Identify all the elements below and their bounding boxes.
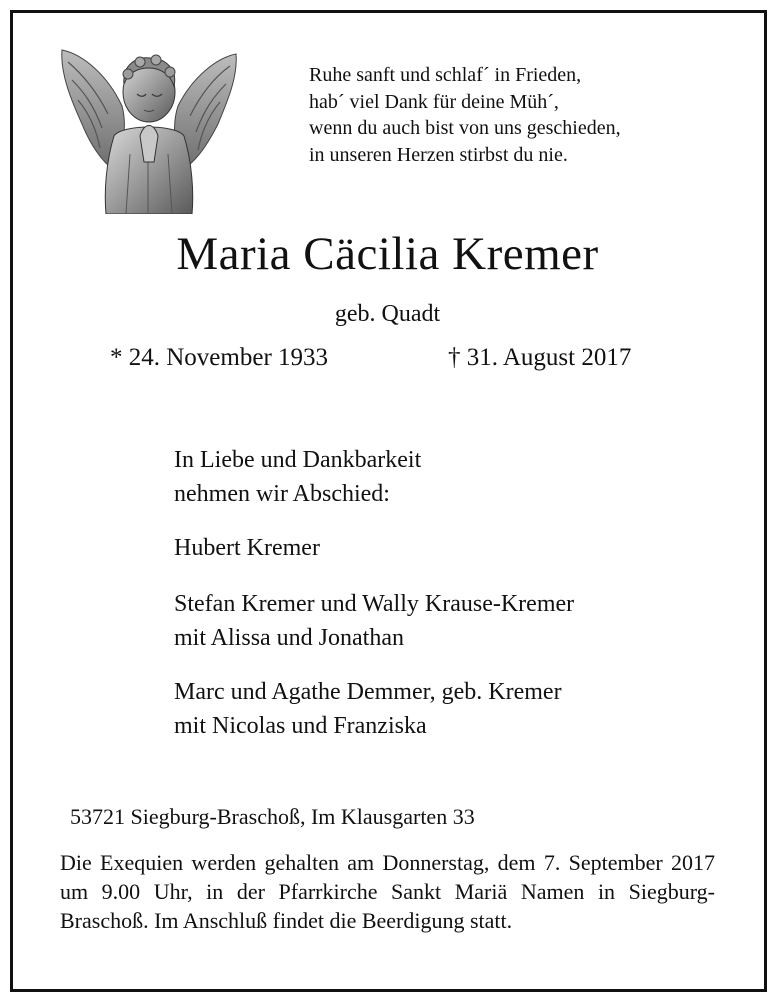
- mourners-intro-line: In Liebe und Dankbarkeit: [174, 447, 422, 473]
- birth-date: * 24. November 1933: [110, 344, 329, 371]
- funeral-notice: Die Exequien werden gehalten am Donnerstag, dem 7. September 2017 um 9.00 Uhr, in der Pfarrkirche Sankt Mariä Namen in Siegburg-Braschoß. Im Anschluß findet die Beerdigung statt.: [60, 850, 715, 933]
- family-member: mit Alissa und Jonathan: [174, 625, 404, 651]
- family-member: Marc und Agathe Demmer, geb. Kremer: [174, 679, 562, 705]
- family-member: Stefan Kremer und Wally Krause-Kremer: [174, 591, 575, 617]
- family-member: mit Nicolas und Franziska: [174, 713, 427, 739]
- family-member: Hubert Kremer: [174, 535, 320, 561]
- address: 53721 Siegburg-Braschoß, Im Klausgarten 33: [70, 804, 475, 829]
- mourners-intro-line: nehmen wir Abschied:: [174, 481, 390, 507]
- birth-name: geb. Quadt: [334, 301, 441, 327]
- death-date: † 31. August 2017: [448, 344, 632, 371]
- poem-line: Ruhe sanft und schlaf´ in Frieden,: [309, 64, 582, 86]
- poem-line: hab´ viel Dank für deine Müh´,: [309, 90, 559, 113]
- poem: [309, 62, 621, 168]
- deceased-name: Maria Cäcilia Kremer: [176, 228, 599, 280]
- angel-statue-image: [52, 44, 242, 214]
- poem-line: wenn du auch bist von uns geschieden,: [309, 117, 621, 139]
- poem-line: in unseren Herzen stirbst du nie.: [309, 143, 568, 166]
